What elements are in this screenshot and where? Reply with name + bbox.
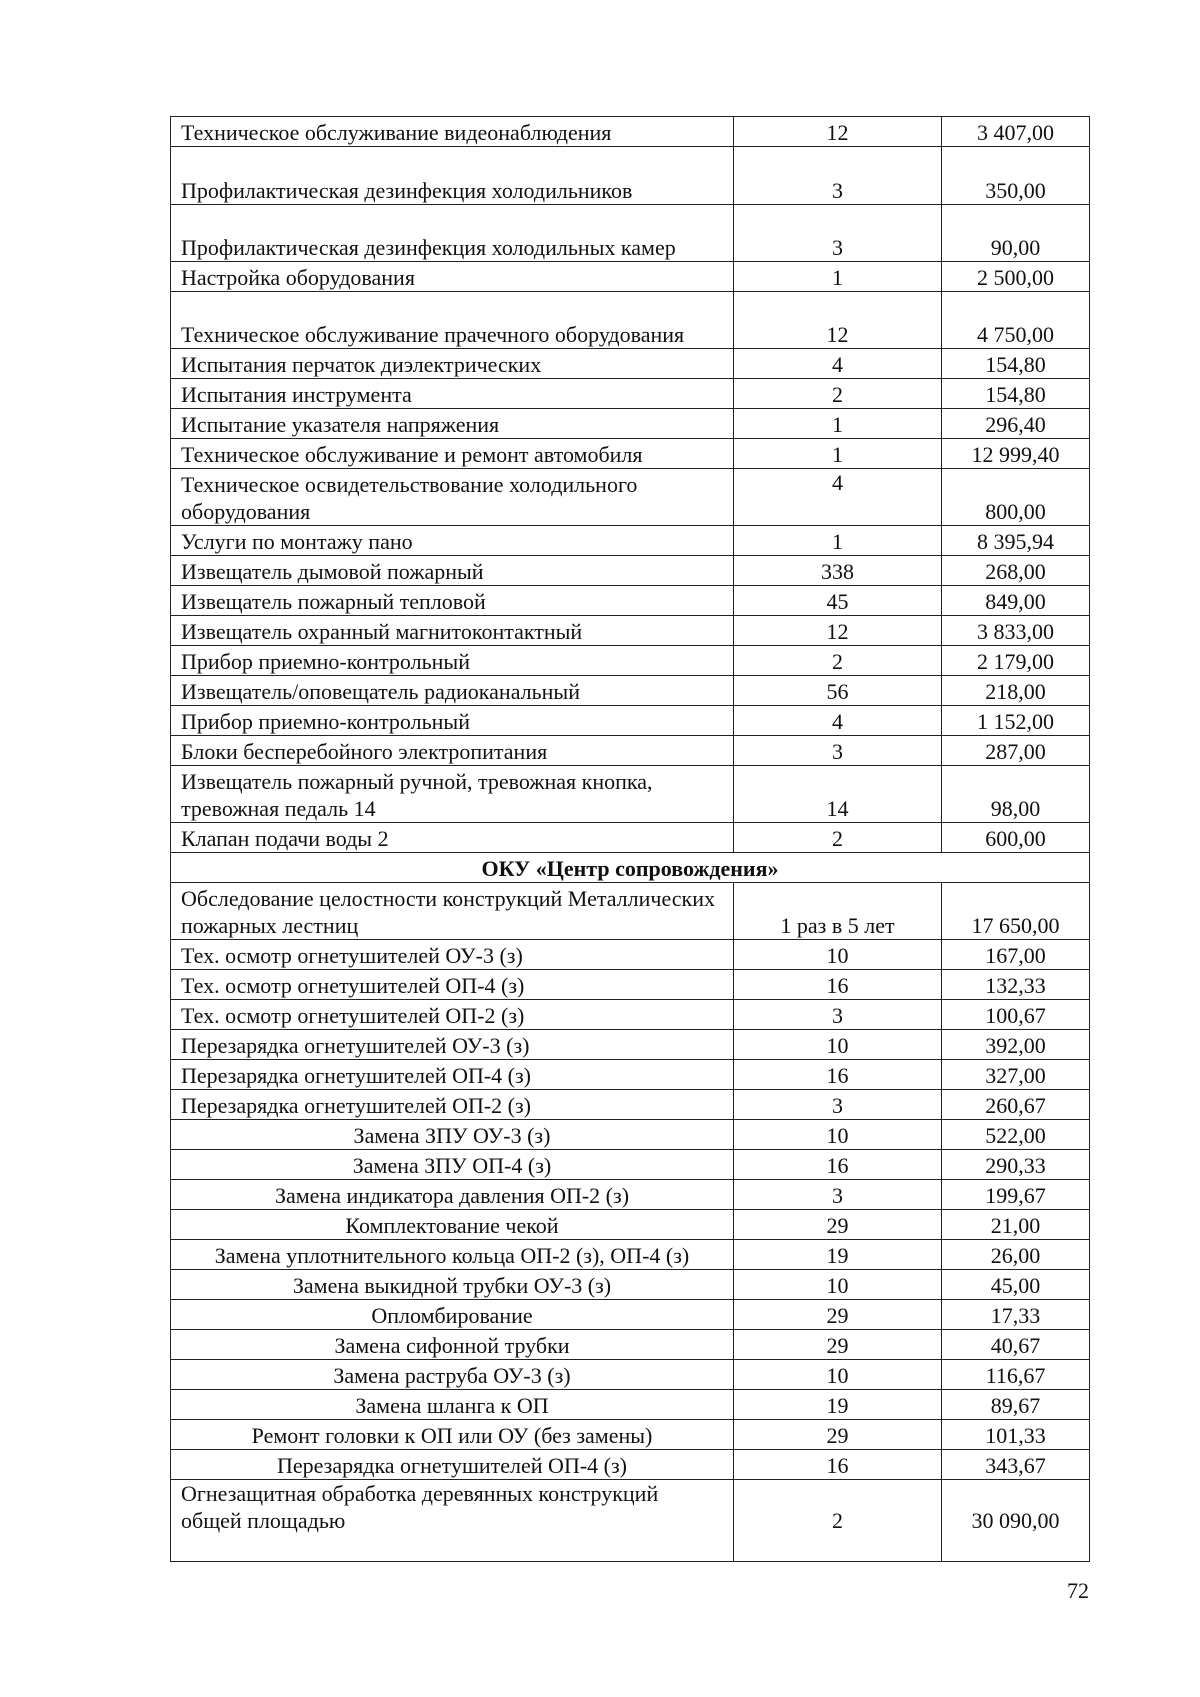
service-name: Замена раструба ОУ-3 (з) xyxy=(333,1363,571,1388)
table-row xyxy=(171,1030,1090,1060)
quantity-cell: 56 xyxy=(734,676,942,706)
table-row xyxy=(171,1360,1090,1390)
quantity-cell: 12 xyxy=(734,292,942,349)
quantity-cell: 16 xyxy=(734,1060,942,1090)
quantity-cell: 1 xyxy=(734,262,942,292)
table-row xyxy=(171,262,1090,292)
quantity-cell: 19 xyxy=(734,1240,942,1270)
quantity-cell: 29 xyxy=(734,1210,942,1240)
service-name-cell xyxy=(171,117,734,147)
service-name: Перезарядка огнетушителей ОУ-3 (з) xyxy=(181,1033,530,1058)
table-row xyxy=(171,646,1090,676)
table-row xyxy=(171,439,1090,469)
table-row xyxy=(171,1330,1090,1360)
price-cell: 98,00 xyxy=(942,766,1090,823)
service-name-cell xyxy=(171,262,734,292)
service-name: Профилактическая дезинфекция холодильных камер xyxy=(181,235,676,260)
service-name-cell xyxy=(171,1150,734,1180)
price-cell: 287,00 xyxy=(942,736,1090,766)
service-name-cell xyxy=(171,1120,734,1150)
service-name: Клапан подачи воды 2 xyxy=(181,826,389,851)
service-name: Техническое обслуживание и ремонт автомобиля xyxy=(181,442,643,467)
table-row xyxy=(171,526,1090,556)
table-row xyxy=(171,676,1090,706)
service-name: Опломбирование xyxy=(371,1303,533,1328)
service-name-cell xyxy=(171,1240,734,1270)
service-name: Замена индикатора давления ОП-2 (з) xyxy=(274,1183,630,1208)
price-cell: 522,00 xyxy=(942,1120,1090,1150)
service-name: Извещатель дымовой пожарный xyxy=(181,559,484,584)
quantity-cell: 19 xyxy=(734,1390,942,1420)
price-cell: 89,67 xyxy=(942,1390,1090,1420)
table-row xyxy=(171,823,1090,853)
price-cell: 600,00 xyxy=(942,823,1090,853)
price-cell: 45,00 xyxy=(942,1270,1090,1300)
service-name-cell xyxy=(171,586,734,616)
section-header-row xyxy=(171,853,1090,883)
service-name: Извещатель пожарный ручной, тревожная кнопка, тревожная педаль 14 xyxy=(181,769,653,821)
service-name: Перезарядка огнетушителей ОП-2 (з) xyxy=(181,1093,532,1118)
service-name: Извещатель/оповещатель радиоканальный xyxy=(181,679,580,704)
service-name-cell xyxy=(171,823,734,853)
table-row xyxy=(171,1060,1090,1090)
quantity-cell: 29 xyxy=(734,1330,942,1360)
service-name: Испытания перчаток диэлектрических xyxy=(181,352,542,377)
service-name: Извещатель пожарный тепловой xyxy=(181,589,486,614)
service-name-cell xyxy=(171,706,734,736)
price-cell: 40,67 xyxy=(942,1330,1090,1360)
table-row xyxy=(171,1150,1090,1180)
table-row xyxy=(171,379,1090,409)
table-row xyxy=(171,586,1090,616)
service-name: Испытание указателя напряжения xyxy=(181,412,500,437)
quantity-cell: 10 xyxy=(734,1120,942,1150)
service-name-cell xyxy=(171,292,734,349)
services-table-body xyxy=(171,117,1090,1562)
quantity-cell: 2 xyxy=(734,379,942,409)
service-name-cell xyxy=(171,1360,734,1390)
quantity-cell: 4 xyxy=(734,469,942,526)
service-name-cell xyxy=(171,349,734,379)
service-name: Замена ЗПУ ОП-4 (з) xyxy=(352,1153,552,1178)
price-cell: 17,33 xyxy=(942,1300,1090,1330)
table-row xyxy=(171,1090,1090,1120)
service-name-cell xyxy=(171,1480,734,1562)
table-row xyxy=(171,1210,1090,1240)
service-name-cell xyxy=(171,736,734,766)
quantity-cell: 3 xyxy=(734,1090,942,1120)
quantity-cell: 4 xyxy=(734,349,942,379)
price-cell: 3 833,00 xyxy=(942,616,1090,646)
service-name-cell xyxy=(171,1030,734,1060)
table-row xyxy=(171,940,1090,970)
price-cell: 132,33 xyxy=(942,970,1090,1000)
table-row xyxy=(171,205,1090,262)
table-row xyxy=(171,469,1090,526)
quantity-cell: 10 xyxy=(734,1270,942,1300)
quantity-cell: 16 xyxy=(734,1150,942,1180)
service-name: Техническое обслуживание видеонаблюдения xyxy=(181,120,612,145)
services-table xyxy=(170,116,1090,1562)
quantity-cell: 3 xyxy=(734,147,942,205)
service-name-cell xyxy=(171,1300,734,1330)
quantity-cell: 3 xyxy=(734,1000,942,1030)
quantity-cell: 10 xyxy=(734,1360,942,1390)
price-cell: 2 500,00 xyxy=(942,262,1090,292)
quantity-cell: 4 xyxy=(734,706,942,736)
table-row xyxy=(171,970,1090,1000)
table-row xyxy=(171,766,1090,823)
table-row xyxy=(171,1180,1090,1210)
service-name-cell xyxy=(171,1270,734,1300)
service-name-cell xyxy=(171,1180,734,1210)
price-cell: 100,67 xyxy=(942,1000,1090,1030)
price-cell: 101,33 xyxy=(942,1420,1090,1450)
table-row xyxy=(171,1390,1090,1420)
service-name: Извещатель охранный магнитоконтактный xyxy=(181,619,583,644)
price-cell: 800,00 xyxy=(942,469,1090,526)
service-name: Тех. осмотр огнетушителей ОП-2 (з) xyxy=(181,1003,525,1028)
service-name: Прибор приемно-контрольный xyxy=(181,649,470,674)
service-name-cell xyxy=(171,676,734,706)
service-name: Профилактическая дезинфекция холодильников xyxy=(181,178,633,203)
service-name-cell xyxy=(171,439,734,469)
quantity-cell: 14 xyxy=(734,766,942,823)
service-name: Замена шланга к ОП xyxy=(355,1393,549,1418)
table-row xyxy=(171,1420,1090,1450)
quantity-cell: 16 xyxy=(734,970,942,1000)
quantity-cell: 3 xyxy=(734,205,942,262)
quantity-cell: 2 xyxy=(734,823,942,853)
service-name-cell xyxy=(171,766,734,823)
service-name-cell xyxy=(171,147,734,205)
service-name: Комплектование чекой xyxy=(345,1213,559,1238)
service-name: Тех. осмотр огнетушителей ОУ-3 (з) xyxy=(181,943,523,968)
service-name-cell xyxy=(171,883,734,940)
quantity-cell: 2 xyxy=(734,646,942,676)
service-name: Настройка оборудования xyxy=(181,265,415,290)
table-row xyxy=(171,883,1090,940)
table-row xyxy=(171,1000,1090,1030)
table-row xyxy=(171,409,1090,439)
service-name: Перезарядка огнетушителей ОП-4 (з) xyxy=(276,1453,627,1478)
service-name-cell xyxy=(171,1210,734,1240)
table-row xyxy=(171,1480,1090,1562)
price-cell: 154,80 xyxy=(942,349,1090,379)
service-name-cell xyxy=(171,940,734,970)
price-cell: 12 999,40 xyxy=(942,439,1090,469)
quantity-cell: 1 xyxy=(734,409,942,439)
service-name-cell xyxy=(171,1060,734,1090)
quantity-cell: 3 xyxy=(734,1180,942,1210)
service-name: Замена уплотнительного кольца ОП-2 (з), ОП-4 (з) xyxy=(214,1243,690,1268)
service-name-cell xyxy=(171,469,734,526)
price-cell: 218,00 xyxy=(942,676,1090,706)
price-cell: 8 395,94 xyxy=(942,526,1090,556)
price-cell: 260,67 xyxy=(942,1090,1090,1120)
blank-line xyxy=(181,150,723,177)
page-number: 72 xyxy=(1067,1578,1089,1603)
table-row xyxy=(171,616,1090,646)
price-cell: 199,67 xyxy=(942,1180,1090,1210)
section-title: ОКУ «Центр сопровождения» xyxy=(171,853,1090,883)
price-cell: 154,80 xyxy=(942,379,1090,409)
price-cell: 90,00 xyxy=(942,205,1090,262)
quantity-cell: 10 xyxy=(734,1030,942,1060)
service-name-cell xyxy=(171,1450,734,1480)
price-cell: 3 407,00 xyxy=(942,117,1090,147)
price-cell: 30 090,00 xyxy=(942,1480,1090,1562)
price-cell: 4 750,00 xyxy=(942,292,1090,349)
service-name-cell xyxy=(171,409,734,439)
service-name: Техническое освидетельствование холодильного оборудования xyxy=(181,472,638,524)
price-cell: 21,00 xyxy=(942,1210,1090,1240)
table-row xyxy=(171,1240,1090,1270)
service-name: Ремонт головки к ОП или ОУ (без замены) xyxy=(251,1423,653,1448)
service-name-cell xyxy=(171,1000,734,1030)
quantity-cell: 12 xyxy=(734,117,942,147)
quantity-cell: 29 xyxy=(734,1300,942,1330)
service-name: Замена ЗПУ ОУ-3 (з) xyxy=(353,1123,551,1148)
service-name: Услуги по монтажу пано xyxy=(181,529,413,554)
service-name: Перезарядка огнетушителей ОП-4 (з) xyxy=(181,1063,532,1088)
price-cell: 296,40 xyxy=(942,409,1090,439)
table-row xyxy=(171,147,1090,205)
service-name-cell xyxy=(171,526,734,556)
service-name: Прибор приемно-контрольный xyxy=(181,709,470,734)
service-name: Замена выкидной трубки ОУ-3 (з) xyxy=(292,1273,612,1298)
table-row xyxy=(171,349,1090,379)
service-name-cell xyxy=(171,205,734,262)
quantity-cell: 1 xyxy=(734,439,942,469)
table-row xyxy=(171,292,1090,349)
quantity-cell: 1 xyxy=(734,526,942,556)
service-name-cell xyxy=(171,1330,734,1360)
service-name-cell xyxy=(171,970,734,1000)
price-cell: 392,00 xyxy=(942,1030,1090,1060)
table-row xyxy=(171,1120,1090,1150)
price-cell: 849,00 xyxy=(942,586,1090,616)
price-cell: 268,00 xyxy=(942,556,1090,586)
service-name-cell xyxy=(171,616,734,646)
price-cell: 2 179,00 xyxy=(942,646,1090,676)
price-cell: 167,00 xyxy=(942,940,1090,970)
table-row xyxy=(171,556,1090,586)
service-name: Блоки бесперебойного электропитания xyxy=(181,739,548,764)
table-row xyxy=(171,1450,1090,1480)
service-name: Обследование целостности конструкций Металлических пожарных лестниц xyxy=(181,886,716,938)
quantity-cell: 16 xyxy=(734,1450,942,1480)
price-cell: 343,67 xyxy=(942,1450,1090,1480)
service-name-cell xyxy=(171,1390,734,1420)
quantity-cell: 10 xyxy=(734,940,942,970)
service-name: Огнезащитная обработка деревянных конструкций общей площадью xyxy=(181,1481,659,1533)
quantity-cell: 2 xyxy=(734,1480,942,1562)
service-name: Тех. осмотр огнетушителей ОП-4 (з) xyxy=(181,973,525,998)
table-row xyxy=(171,736,1090,766)
table-row xyxy=(171,117,1090,147)
quantity-cell: 12 xyxy=(734,616,942,646)
price-cell: 350,00 xyxy=(942,147,1090,205)
quantity-cell: 45 xyxy=(734,586,942,616)
service-name: Испытания инструмента xyxy=(181,382,412,407)
service-name: Техническое обслуживание прачечного оборудования xyxy=(181,322,685,347)
table-row xyxy=(171,1300,1090,1330)
table-row xyxy=(171,1270,1090,1300)
quantity-cell: 29 xyxy=(734,1420,942,1450)
price-cell: 327,00 xyxy=(942,1060,1090,1090)
price-cell: 116,67 xyxy=(942,1360,1090,1390)
quantity-cell: 338 xyxy=(734,556,942,586)
service-name-cell xyxy=(171,556,734,586)
price-cell: 1 152,00 xyxy=(942,706,1090,736)
price-cell: 290,33 xyxy=(942,1150,1090,1180)
service-name: Замена сифонной трубки xyxy=(334,1333,570,1358)
price-cell: 26,00 xyxy=(942,1240,1090,1270)
quantity-cell: 3 xyxy=(734,736,942,766)
service-name-cell xyxy=(171,646,734,676)
quantity-cell: 1 раз в 5 лет xyxy=(734,883,942,940)
table-row xyxy=(171,706,1090,736)
service-name-cell xyxy=(171,1420,734,1450)
price-cell: 17 650,00 xyxy=(942,883,1090,940)
service-name-cell xyxy=(171,379,734,409)
service-name-cell xyxy=(171,1090,734,1120)
